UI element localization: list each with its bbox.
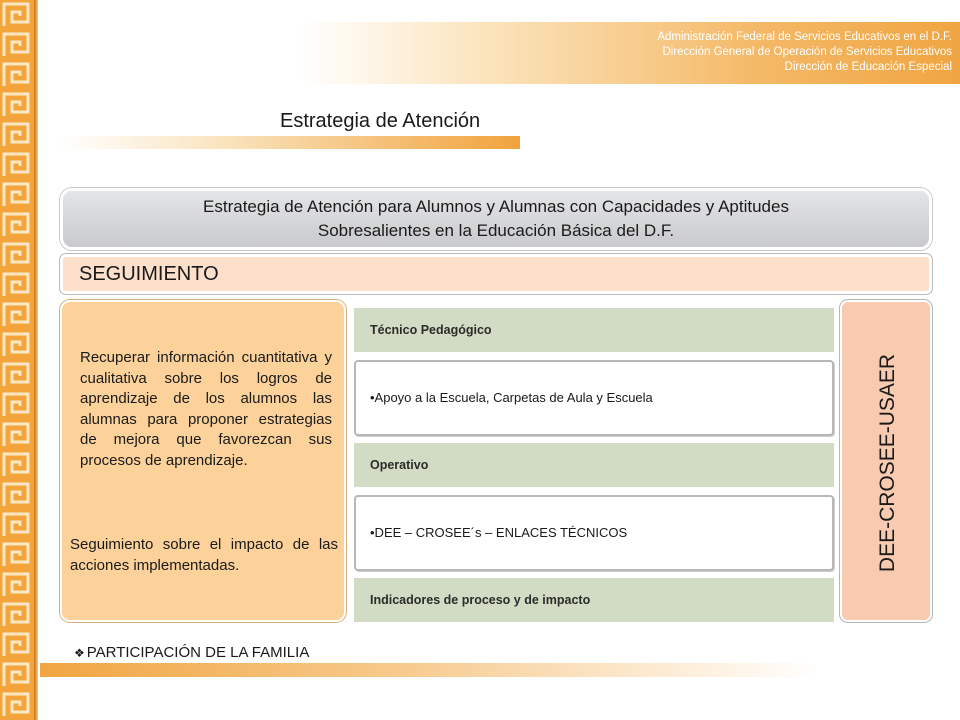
right-panel-vertical-label: DEE-CROSEE-USAER bbox=[876, 353, 899, 573]
row-enlaces-tecnicos: •DEE – CROSEE´s – ENLACES TÉCNICOS bbox=[354, 495, 834, 571]
header-line-1: Administración Federal de Servicios Educativos en el D.F. bbox=[657, 31, 952, 43]
row-operativo: Operativo bbox=[354, 443, 834, 487]
diamond-bullet-icon: ❖ bbox=[74, 646, 85, 660]
header-line-3: Dirección de Educación Especial bbox=[784, 61, 952, 73]
strategy-banner bbox=[60, 188, 932, 250]
banner-line-1: Estrategia de Atención para Alumnos y Alumnas con Capacidades y Aptitudes bbox=[203, 197, 789, 216]
bottom-rule bbox=[40, 663, 820, 677]
header-text bbox=[657, 30, 952, 75]
greek-key-border bbox=[0, 0, 34, 720]
banner-line-2: Sobresalientes en la Educación Básica del D.F. bbox=[317, 221, 675, 240]
family-participation-label: PARTICIPACIÓN DE LA FAMILIA bbox=[86, 644, 310, 661]
right-panel bbox=[840, 300, 932, 622]
header-line-2: Dirección General de Operación de Servicios Educativos bbox=[662, 46, 952, 58]
row-apoyo-escuela: •Apoyo a la Escuela, Carpetas de Aula y Escuela bbox=[354, 360, 834, 436]
left-panel-sub-text: Seguimiento sobre el impacto de las acciones implementadas. bbox=[70, 536, 338, 574]
row-indicadores: Indicadores de proceso y de impacto bbox=[354, 578, 834, 622]
border-edge bbox=[34, 0, 38, 720]
header-banner bbox=[300, 22, 960, 84]
family-participation-item bbox=[74, 644, 309, 661]
section-label: SEGUIMIENTO bbox=[60, 254, 932, 294]
left-panel bbox=[60, 300, 346, 622]
page-title: Estrategia de Atención bbox=[280, 110, 481, 132]
row-tecnico-pedagogico: Técnico Pedagógico bbox=[354, 308, 834, 352]
left-panel-main-text: Recuperar información cuantitativa y cualitativa sobre los logros de aprendizaje de los alumnos las alumnas para proponer estrategias de mejora que favorezcan sus procesos de aprendizaje. bbox=[80, 349, 332, 469]
title-underline bbox=[60, 136, 520, 149]
